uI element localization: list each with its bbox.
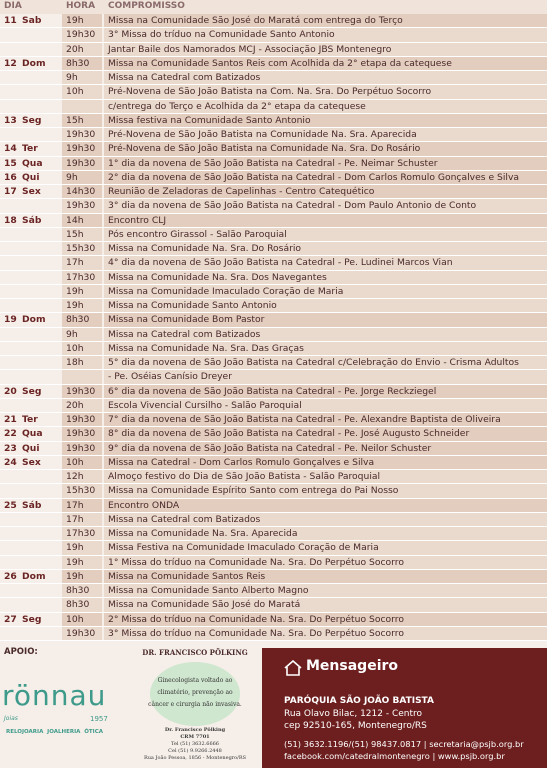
event-time: 17h <box>62 513 102 526</box>
footer <box>0 645 547 768</box>
event-time: 10h <box>62 85 102 98</box>
header-time: HORA <box>66 1 96 11</box>
table-row <box>0 427 547 441</box>
event-time: 19h <box>62 285 102 298</box>
table-row <box>0 228 547 242</box>
event-description: Pré-Novena de São João Batista na Comunidade Na. Sra. Aparecida <box>104 128 547 141</box>
event-description: Missa na Comunidade Bom Pastor <box>104 313 547 326</box>
doctor-cel: Cel (51) 9.9266.2448 <box>168 748 222 754</box>
parish-contact-1: (51) 3632.1196/(51) 98437.0817 | secretaria@psjb.org.br <box>284 739 524 749</box>
event-description: 9° dia da novena de São João Batista na Catedral - Pe. Neilor Schuster <box>104 442 547 455</box>
event-description: 2° dia da novena de São João Batista na Catedral - Dom Carlos Romulo Gonçalves e Silva <box>104 171 547 184</box>
header-event: COMPROMISSO <box>108 1 185 11</box>
parish-box <box>262 648 547 768</box>
parish-address-2: cep 92510-165, Montenegro/RS <box>284 721 427 731</box>
doctor-blurb-line: câncer e cirurgia não invasiva. <box>148 701 242 708</box>
weekday: Seg <box>22 613 42 625</box>
event-description: Encontro ONDA <box>104 499 547 512</box>
table-row <box>0 14 547 28</box>
support-label: APOIO: <box>4 647 38 657</box>
event-time: 19h30 <box>62 385 102 398</box>
table-row <box>0 356 547 370</box>
day-number: 17 <box>4 186 17 197</box>
day-number: 13 <box>4 114 17 126</box>
table-row <box>0 499 547 513</box>
event-description: Escola Vivencial Cursilho - Salão Paroquial <box>104 399 547 412</box>
day-number: 19 <box>4 314 17 326</box>
event-time: 19h30 <box>62 28 102 41</box>
table-row <box>0 527 547 541</box>
table-row <box>0 43 547 57</box>
event-time: 9h <box>62 328 102 341</box>
event-time: 19h30 <box>62 199 102 212</box>
table-row <box>0 513 547 527</box>
parish-name: PARÓQUIA SÃO JOÃO BATISTA <box>284 696 434 706</box>
table-row <box>0 627 547 641</box>
ronnau-logo: rönnau <box>2 679 107 712</box>
event-description: Encontro CLJ <box>104 214 547 227</box>
event-time: 19h <box>62 556 102 569</box>
table-row <box>0 57 547 71</box>
table-row <box>0 199 547 213</box>
doctor-crm: CRM 7701 <box>180 734 210 740</box>
table-row <box>0 157 547 171</box>
event-description: Missa na Comunidade Imaculado Coração de Maria <box>104 285 547 298</box>
event-time: 19h <box>62 570 102 583</box>
table-row <box>0 171 547 185</box>
sponsor-doctor <box>130 645 260 768</box>
table-row <box>0 342 547 356</box>
weekday: Qua <box>22 157 43 169</box>
day-number: 20 <box>4 385 17 397</box>
event-description: Missa na Comunidade São José do Maratá com entrega do Terço <box>104 14 547 27</box>
day-number: 12 <box>4 57 17 69</box>
event-description: Missa na Comunidade Na. Sra. Dos Navegantes <box>104 271 547 284</box>
event-time: 20h <box>62 43 102 56</box>
event-time <box>62 370 102 383</box>
event-time: 19h <box>62 541 102 554</box>
parish-address-1: Rua Olavo Bilac, 1212 - Centro <box>284 709 423 719</box>
event-description: Missa na Catedral com Batizados <box>104 513 547 526</box>
event-description: 3° Missa do tríduo na Comunidade Na. Sra. Do Perpétuo Socorro <box>104 627 547 640</box>
event-description: Missa na Comunidade Espírito Santo com entrega do Pai Nosso <box>104 484 547 497</box>
event-description: 7° dia da novena de São João Batista na Catedral - Pe. Alexandre Baptista de Oliveira <box>104 413 547 426</box>
weekday: Seg <box>22 385 42 397</box>
day-number: 23 <box>4 442 17 454</box>
table-row <box>0 114 547 128</box>
event-time: 14h30 <box>62 185 102 198</box>
table-row <box>0 214 547 228</box>
event-description: Pós encontro Girassol - Salão Paroquial <box>104 228 547 241</box>
table-row <box>0 142 547 156</box>
event-description: Reunião de Zeladoras de Capelinhas - Centro Catequético <box>104 185 547 198</box>
schedule-rows <box>0 14 547 641</box>
table-row <box>0 242 547 256</box>
table-row <box>0 584 547 598</box>
event-description: Pré-Novena de São João Batista na Com. Na. Sra. Do Perpétuo Socorro <box>104 85 547 98</box>
event-time: 19h30 <box>62 157 102 170</box>
doctor-blurb-line: Ginecologista voltado ao <box>157 677 233 684</box>
ronnau-sub: Joias <box>4 715 18 722</box>
event-time: 10h <box>62 613 102 626</box>
event-description: Missa na Comunidade São José do Maratá <box>104 598 547 611</box>
day-number: 25 <box>4 499 17 511</box>
event-time: 17h <box>62 499 102 512</box>
event-time: 19h30 <box>62 413 102 426</box>
weekday: Sex <box>22 186 41 197</box>
table-row <box>0 299 547 313</box>
doctor-contact <box>130 727 260 762</box>
event-description: 3° Missa do tríduo na Comunidade Santo Antonio <box>104 28 547 41</box>
sponsor-ronnau <box>0 645 130 768</box>
event-description: Jantar Baile dos Namorados MCJ - Associação JBS Montenegro <box>104 43 547 56</box>
event-time: 8h30 <box>62 313 102 326</box>
day-number: 14 <box>4 143 17 155</box>
table-row <box>0 541 547 555</box>
weekday: Seg <box>22 114 42 126</box>
weekday: Ter <box>22 414 38 425</box>
table-row <box>0 256 547 270</box>
event-description: Missa na Catedral - Dom Carlos Romulo Gonçalves e Silva <box>104 456 547 469</box>
event-description: Missa na Catedral com Batizados <box>104 71 547 84</box>
table-row <box>0 470 547 484</box>
table-row <box>0 413 547 427</box>
weekday: Sáb <box>22 214 42 226</box>
event-description: 6° dia da novena de São João Batista na Catedral - Pe. Jorge Reckziegel <box>104 385 547 398</box>
event-description: Missa na Comunidade Santos Reis <box>104 570 547 583</box>
day-number: 27 <box>4 613 17 625</box>
table-row <box>0 85 547 99</box>
event-time: 9h <box>62 71 102 84</box>
event-description: 5° dia da novena de São João Batista na Catedral c/Celebração do Envio - Crisma Adultos <box>104 356 547 369</box>
weekday: Dom <box>22 314 46 326</box>
event-description: Missa na Comunidade Santos Reis com Acolhida da 2° etapa da catequese <box>104 57 547 70</box>
table-row <box>0 598 547 612</box>
event-time: 15h30 <box>62 242 102 255</box>
event-time: 15h <box>62 228 102 241</box>
event-time: 17h30 <box>62 271 102 284</box>
event-description: - Pe. Oséias Canísio Dreyer <box>104 370 547 383</box>
event-time: 19h <box>62 14 102 27</box>
table-row <box>0 442 547 456</box>
table-row <box>0 613 547 627</box>
event-time: 8h30 <box>62 598 102 611</box>
event-description: Missa na Comunidade Na. Sra. Das Graças <box>104 342 547 355</box>
doctor-sign-name: Dr. Francisco Pölking <box>164 727 226 733</box>
event-time: 19h30 <box>62 627 102 640</box>
event-time: 9h <box>62 171 102 184</box>
event-time: 15h30 <box>62 484 102 497</box>
day-number: 18 <box>4 214 17 226</box>
event-time: 8h30 <box>62 57 102 70</box>
doctor-blurb <box>145 675 245 711</box>
event-time <box>62 100 102 113</box>
table-row <box>0 456 547 470</box>
event-time: 10h <box>62 342 102 355</box>
table-row <box>0 271 547 285</box>
table-row <box>0 556 547 570</box>
event-time: 10h <box>62 456 102 469</box>
day-number: 16 <box>4 171 17 183</box>
event-time: 8h30 <box>62 584 102 597</box>
event-description: Missa na Comunidade Na. Sra. Aparecida <box>104 527 547 540</box>
table-row <box>0 484 547 498</box>
event-description: Missa na Comunidade Santo Alberto Magno <box>104 584 547 597</box>
event-description: 1° Missa do tríduo na Comunidade Na. Sra. Do Perpétuo Socorro <box>104 556 547 569</box>
weekday: Dom <box>22 57 46 69</box>
weekday: Dom <box>22 570 46 582</box>
day-number: 26 <box>4 570 17 582</box>
event-time: 19h30 <box>62 427 102 440</box>
table-row <box>0 28 547 42</box>
mensageiro-brand: Mensageiro <box>306 658 399 674</box>
table-row <box>0 399 547 413</box>
event-description: 3° dia da novena de São João Batista na Catedral - Dom Paulo Antonio de Conto <box>104 199 547 212</box>
ronnau-year: 1957 <box>90 715 108 723</box>
event-description: c/entrega do Terço e Acolhida da 2° etapa da catequese <box>104 100 547 113</box>
table-header <box>0 0 547 14</box>
table-row <box>0 328 547 342</box>
event-description: Missa na Catedral com Batizados <box>104 328 547 341</box>
weekday: Qua <box>22 428 43 440</box>
event-time: 20h <box>62 399 102 412</box>
day-number: 11 <box>4 15 17 26</box>
doctor-blurb-line: climatério, prevenção ao <box>157 689 233 696</box>
event-description: 2° Missa do tríduo na Comunidade Na. Sra. Do Perpétuo Socorro <box>104 613 547 626</box>
event-time: 17h <box>62 256 102 269</box>
table-row <box>0 185 547 199</box>
table-row <box>0 285 547 299</box>
table-row <box>0 570 547 584</box>
table-row <box>0 128 547 142</box>
event-time: 19h <box>62 299 102 312</box>
weekday: Sáb <box>22 499 42 511</box>
table-row <box>0 370 547 384</box>
doctor-tel: Tel (51) 3632.6666 <box>171 741 219 747</box>
event-description: Missa Festiva na Comunidade Imaculado Coração de Maria <box>104 541 547 554</box>
day-number: 24 <box>4 456 17 468</box>
weekday: Sab <box>22 15 42 26</box>
event-description: 8° dia da novena de São João Batista na Catedral - Pe. José Augusto Schneider <box>104 427 547 440</box>
weekday: Ter <box>22 143 38 155</box>
event-description: Missa festiva na Comunidade Santo Antonio <box>104 114 547 127</box>
table-row <box>0 100 547 114</box>
table-row <box>0 385 547 399</box>
header-day: DIA <box>4 1 22 11</box>
event-description: Pré-Novena de São João Batista na Comunidade Na. Sra. Do Rosário <box>104 142 547 155</box>
doctor-name: DR. FRANCISCO PÖLKING <box>142 648 248 657</box>
event-time: 19h30 <box>62 142 102 155</box>
event-time: 12h <box>62 470 102 483</box>
event-time: 19h30 <box>62 442 102 455</box>
event-description: Almoço festivo do Dia de São João Batista - Salão Paroquial <box>104 470 547 483</box>
event-time: 17h30 <box>62 527 102 540</box>
event-time: 18h <box>62 356 102 369</box>
weekday: Qui <box>22 171 40 183</box>
event-description: 4° dia da novena de São João Batista na Catedral - Pe. Ludinei Marcos Vian <box>104 256 547 269</box>
house-icon <box>284 660 302 676</box>
day-number: 22 <box>4 428 17 440</box>
doctor-address: Rua João Pessoa, 1856 - Montenegro/RS <box>143 755 247 761</box>
weekday: Sex <box>22 456 41 468</box>
table-row <box>0 313 547 327</box>
event-description: Missa na Comunidade Na. Sra. Do Rosário <box>104 242 547 255</box>
event-time: 15h <box>62 114 102 127</box>
weekday: Qui <box>22 442 40 454</box>
day-number: 21 <box>4 414 17 425</box>
parish-contact-2: facebook.com/catedralmontenegro | www.psjb.org.br <box>284 751 505 761</box>
day-number: 15 <box>4 157 17 169</box>
event-time: 14h <box>62 214 102 227</box>
ronnau-tagline: RELOJOARIA JOALHERIA ÓTICA <box>6 729 104 735</box>
event-time: 19h30 <box>62 128 102 141</box>
event-description: 1° dia da novena de São João Batista na Catedral - Pe. Neimar Schuster <box>104 157 547 170</box>
table-row <box>0 71 547 85</box>
event-description: Missa na Comunidade Santo Antonio <box>104 299 547 312</box>
